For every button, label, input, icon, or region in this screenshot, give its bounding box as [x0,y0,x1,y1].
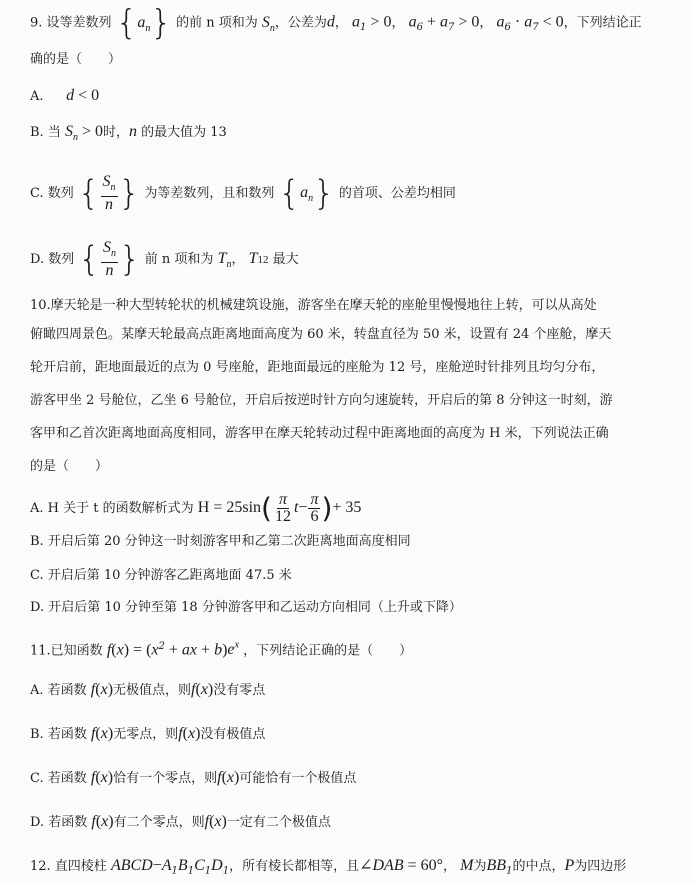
q9-stem: 9. 设等差数列 $\{a_n\}$ 的前 n 项和为 $S_n$，公差为d， $a_1 > 0$， $a_6 + a_7 > 0$， $a_6 \cdot a_7 < 0$，下列结论正 [30,3,642,43]
q11-option-b: B. 若函数 f(x)无零点，则f(x)没有极值点 [30,725,266,742]
fraction-sn-over-n: $\frac{S_n}{n}$ [103,239,117,280]
q10-option-c: C. 开启后第 10 分钟游客乙距离地面 47.5 米 [30,568,292,583]
q10-line-6: 的是（ ） [30,459,109,474]
right-brace: } [119,239,141,280]
q11-option-c: C. 若函数 f(x)恰有一个零点，则f(x)可能恰有一个极值点 [30,769,357,786]
q9-option-a: A. d < 0 [30,87,100,104]
q9-option-c: C. 数列 { $\frac{S_n}{n}$ } 为等差数列，且和数列 $\{a_n\}$ 的首项、公差均相同 [30,173,456,214]
right-brace: } [118,173,141,214]
left-brace: { [78,239,101,280]
q10-line-1: 10.摩天轮是一种大型转轮状的机械建筑设施，游客坐在摩天轮的座舱里慢慢地往上转，可以从高处 [30,298,597,313]
right-brace: } [150,3,172,43]
q9-option-b: B. 当 $S_n > 0$时，n 的最大值为 13 [30,123,227,144]
q11-option-a: A. 若函数 f(x)无极值点，则f(x)没有零点 [30,681,266,698]
q10-line-2: 俯瞰四周景色。某摩天轮最高点距离地面高度为 60 米，转盘直径为 50 米，设置有 24 个座舱，摩天 [30,327,612,342]
q11-option-d: D. 若函数 f(x)有二个零点，则f(x)一定有二个极值点 [30,813,331,830]
q9-option-d: D. 数列 { $\frac{S_n}{n}$ } 前 n 项和为 $T_n$， T12 最大 [30,239,299,280]
q10-line-3: 轮开启前，距地面最近的点为 0 号座舱，距地面最远的座舱为 12 号，座舱逆时针排列且均匀分布， [30,360,605,375]
left-brace: { [77,173,100,214]
q10-line-5: 客甲和乙首次距离地面高度相同，游客甲在摩天轮转动过程中距离地面的高度为 H 米，下列说法正确 [30,426,609,441]
right-brace: } [313,173,335,214]
fraction-pi-over-6: $\frac{\pi}{6}$ [310,491,319,525]
q10-option-a: A. H 关于 t 的函数解析式为 H = 25sin( $\frac{\pi}{12}$ t− $\frac{\pi}{6}$ )+ 35 [30,491,362,525]
left-brace: { [278,173,301,214]
q10-line-4: 游客甲坐 2 号舱位，乙坐 6 号舱位，开启后按逆时针方向匀速旋转，开启后的第 8 分钟这一时刻，游 [30,393,613,408]
fraction-pi-over-12: $\frac{\pi}{12}$ [274,491,291,525]
q10-option-d: D. 开启后第 10 分钟至第 18 分钟游客甲和乙运动方向相同（上升或下降） [30,600,462,615]
q9-stem-cont: 确的是（ ） [30,52,122,67]
q11-stem: 11.已知函数 $f(x) = (x^2$ + ax + $b)e^x$ ，下列结论正确的是（ ） [30,640,413,659]
fraction-sn-over-n: $\frac{S_n}{n}$ [102,173,116,214]
q12-stem: 12. 直四棱柱 $ABCD-A_1B_1C_1D_1$，所有棱长都相等，且∠DAB = 60°， M为$BB_1$的中点，P为四边形 [30,857,627,877]
left-brace: { [115,3,138,43]
q10-option-b: B. 开启后第 20 分钟这一时刻游客甲和乙第二次距离地面高度相同 [30,534,411,549]
